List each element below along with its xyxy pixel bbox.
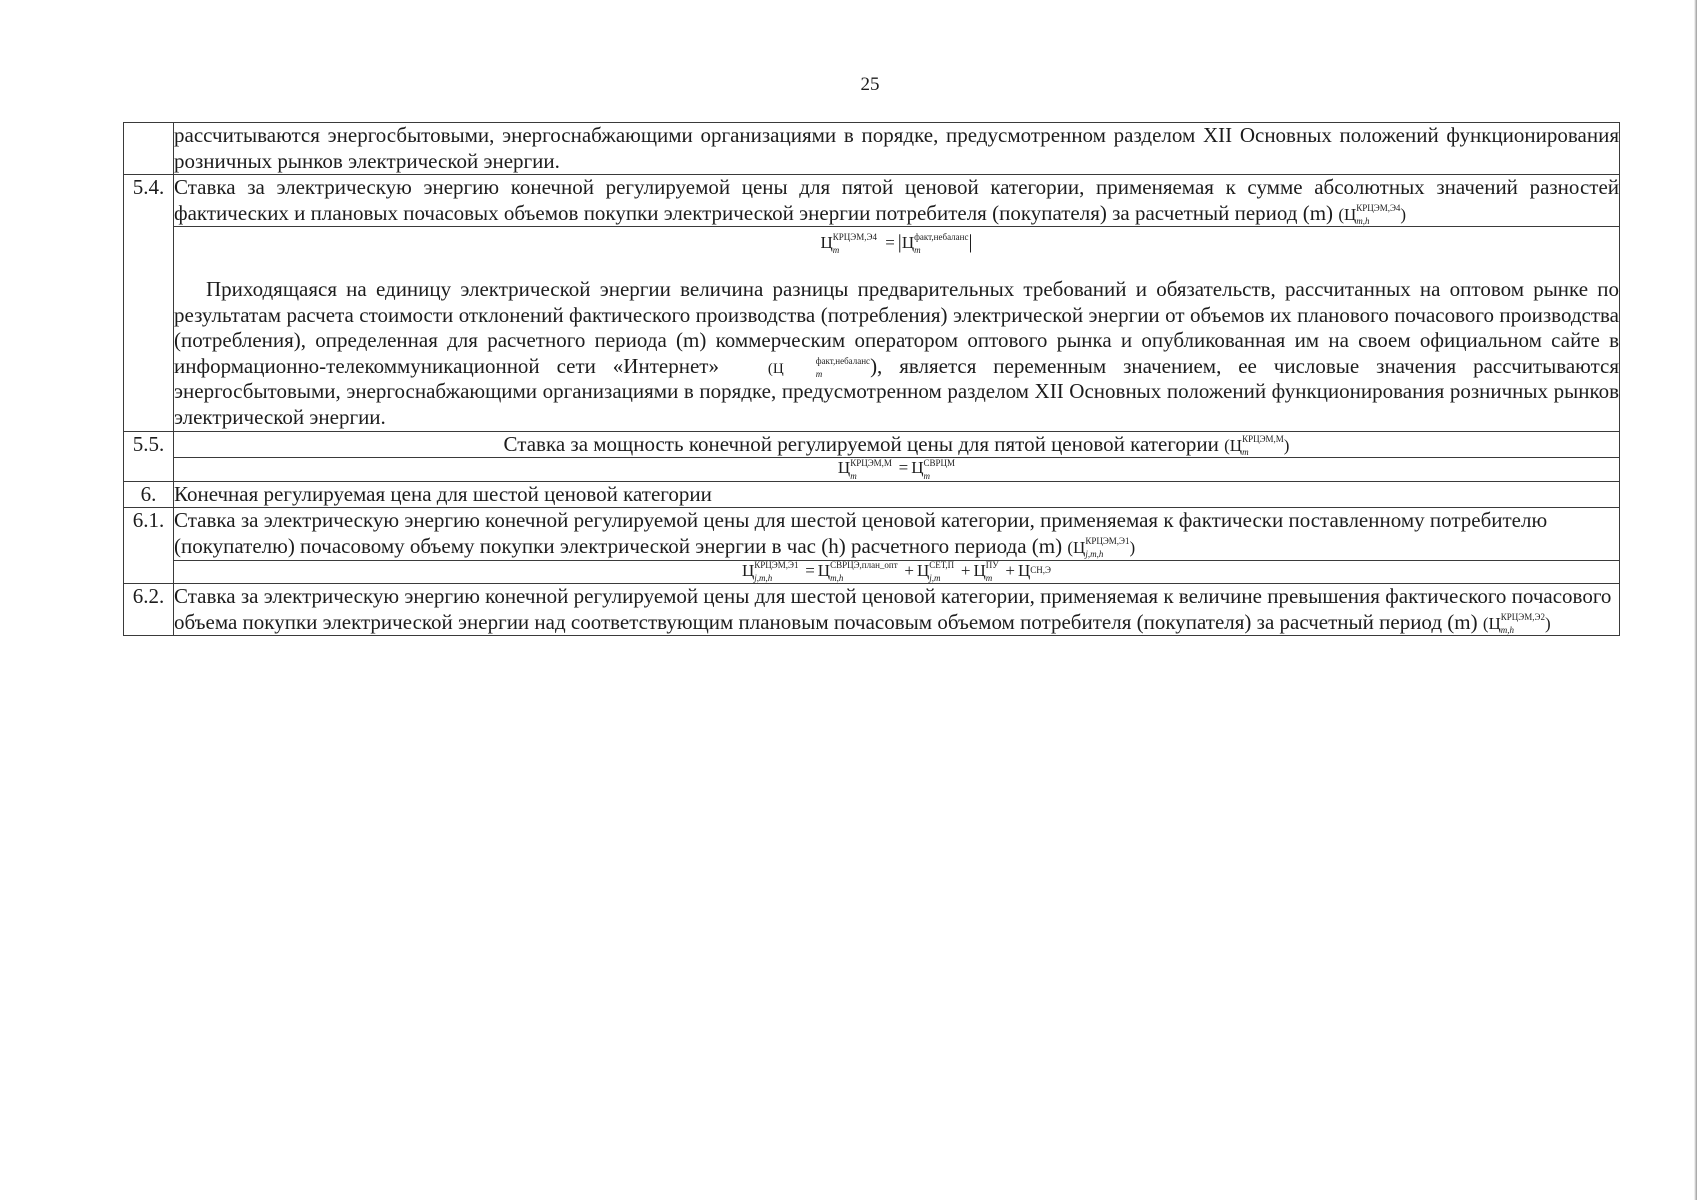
table-row-5-5-formula [124,458,1620,482]
table-row-continuation [124,123,1620,175]
table-row-6-1-formula [124,560,1620,584]
formula-cell [174,227,1620,431]
row-text: Конечная регулируемая цена для шестой ценовой категории [174,481,1620,508]
price-symbol: (Ц факт,небаланс m [767,356,871,380]
table-row-6-2 [124,584,1620,636]
row-number: 6.1. [124,508,174,584]
formula-5-5: Ц КРЦЭМ,М m = Ц СВРЦМ m [174,458,1620,482]
formula-5-4: Ц КРЦЭМ,Э4 m = |Ц факт,небаланс m | [820,231,973,255]
row-text-body: Ставка за электрическую энергию конечной регулируемой цены для пятой ценовой категории, применяемая к сумме абсолютных значений разностей фактических и плановых почасовых объемов покупки электрической энергии потребителя (покупателя) за расчетный период (m) [174,175,1619,225]
page-number: 25 [860,74,880,95]
price-symbol: (Ц КРЦЭМ,Э2 m,h ) [1482,612,1551,636]
price-symbol: (Ц КРЦЭМ,Э4 m,h ) [1338,203,1407,227]
table-row-5-5 [124,431,1620,458]
table-row-5-4-formula [124,227,1620,431]
row-number: 6. [124,481,174,508]
row-number-cell [124,123,174,175]
table-row-6-1 [124,508,1620,560]
row-number: 5.4. [124,175,174,431]
price-symbol: (Ц КРЦЭМ,М m ) [1224,433,1290,457]
tariff-table [123,122,1620,636]
table-row-5-4 [124,175,1620,227]
row-text [174,175,1620,227]
formula-6-1: Ц КРЦЭМ,Э1 j,m,h = Ц СВРЦЭ,план_опт m,h + Ц СЕТ,П j,m + Ц ПУ m + Ц СН,Э [174,560,1620,584]
row-text: Ставка за электрическую энергию конечной регулируемой цены для шестой ценовой категории, применяемая к величине превышения фактического почасового объема покупки электрической энергии над соответствующим плановым почасовым объемом потребителя (покупателя) за расчетный период (m) (Ц КРЦЭМ,Э2 m,h ) [174,584,1620,636]
row-text: Ставка за электрическую энергию конечной регулируемой цены для шестой ценовой категории, применяемая к фактически поставленному потребителю (покупателю) почасовому объему покупки электрической энергии в час (h) расчетного периода (m) (Ц КРЦЭМ,Э1 j,m,h ) [174,508,1620,560]
row-text: Ставка за мощность конечной регулируемой цены для пятой ценовой категории (Ц КРЦЭМ,М m ) [174,431,1620,458]
row-number: 6.2. [124,584,174,636]
explanation-paragraph: Приходящаяся на единицу электрической энергии величина разницы предварительных требований и обязательств, рассчитанных на оптовом рынке по результатам расчета стоимости отклонений фактического производства (потребления) электрической энергии от объемов их планового почасового производства (потребления), определенная для расчетного периода (m) коммерческим оператором оптового рынка и опубликованная им на своем официальном сайте в информационно-телекоммуникационной сети «Интернет» (Ц факт,небаланс m ), является переменным значением, ее числовые значения рассчитываются энергосбытовыми, энергоснабжающими организациями в порядке, предусмотренном разделом XII Основных положений функционирования розничных рынков электрической энергии. [174,277,1620,430]
price-symbol: (Ц КРЦЭМ,Э1 j,m,h ) [1067,536,1136,560]
row-number: 5.5. [124,431,174,481]
row-text: рассчитываются энергосбытовыми, энергоснабжающими организациями в порядке, предусмотренном разделом XII Основных положений функционирования розничных рынков электрической энергии. [174,123,1620,175]
table-row-6 [124,481,1620,508]
